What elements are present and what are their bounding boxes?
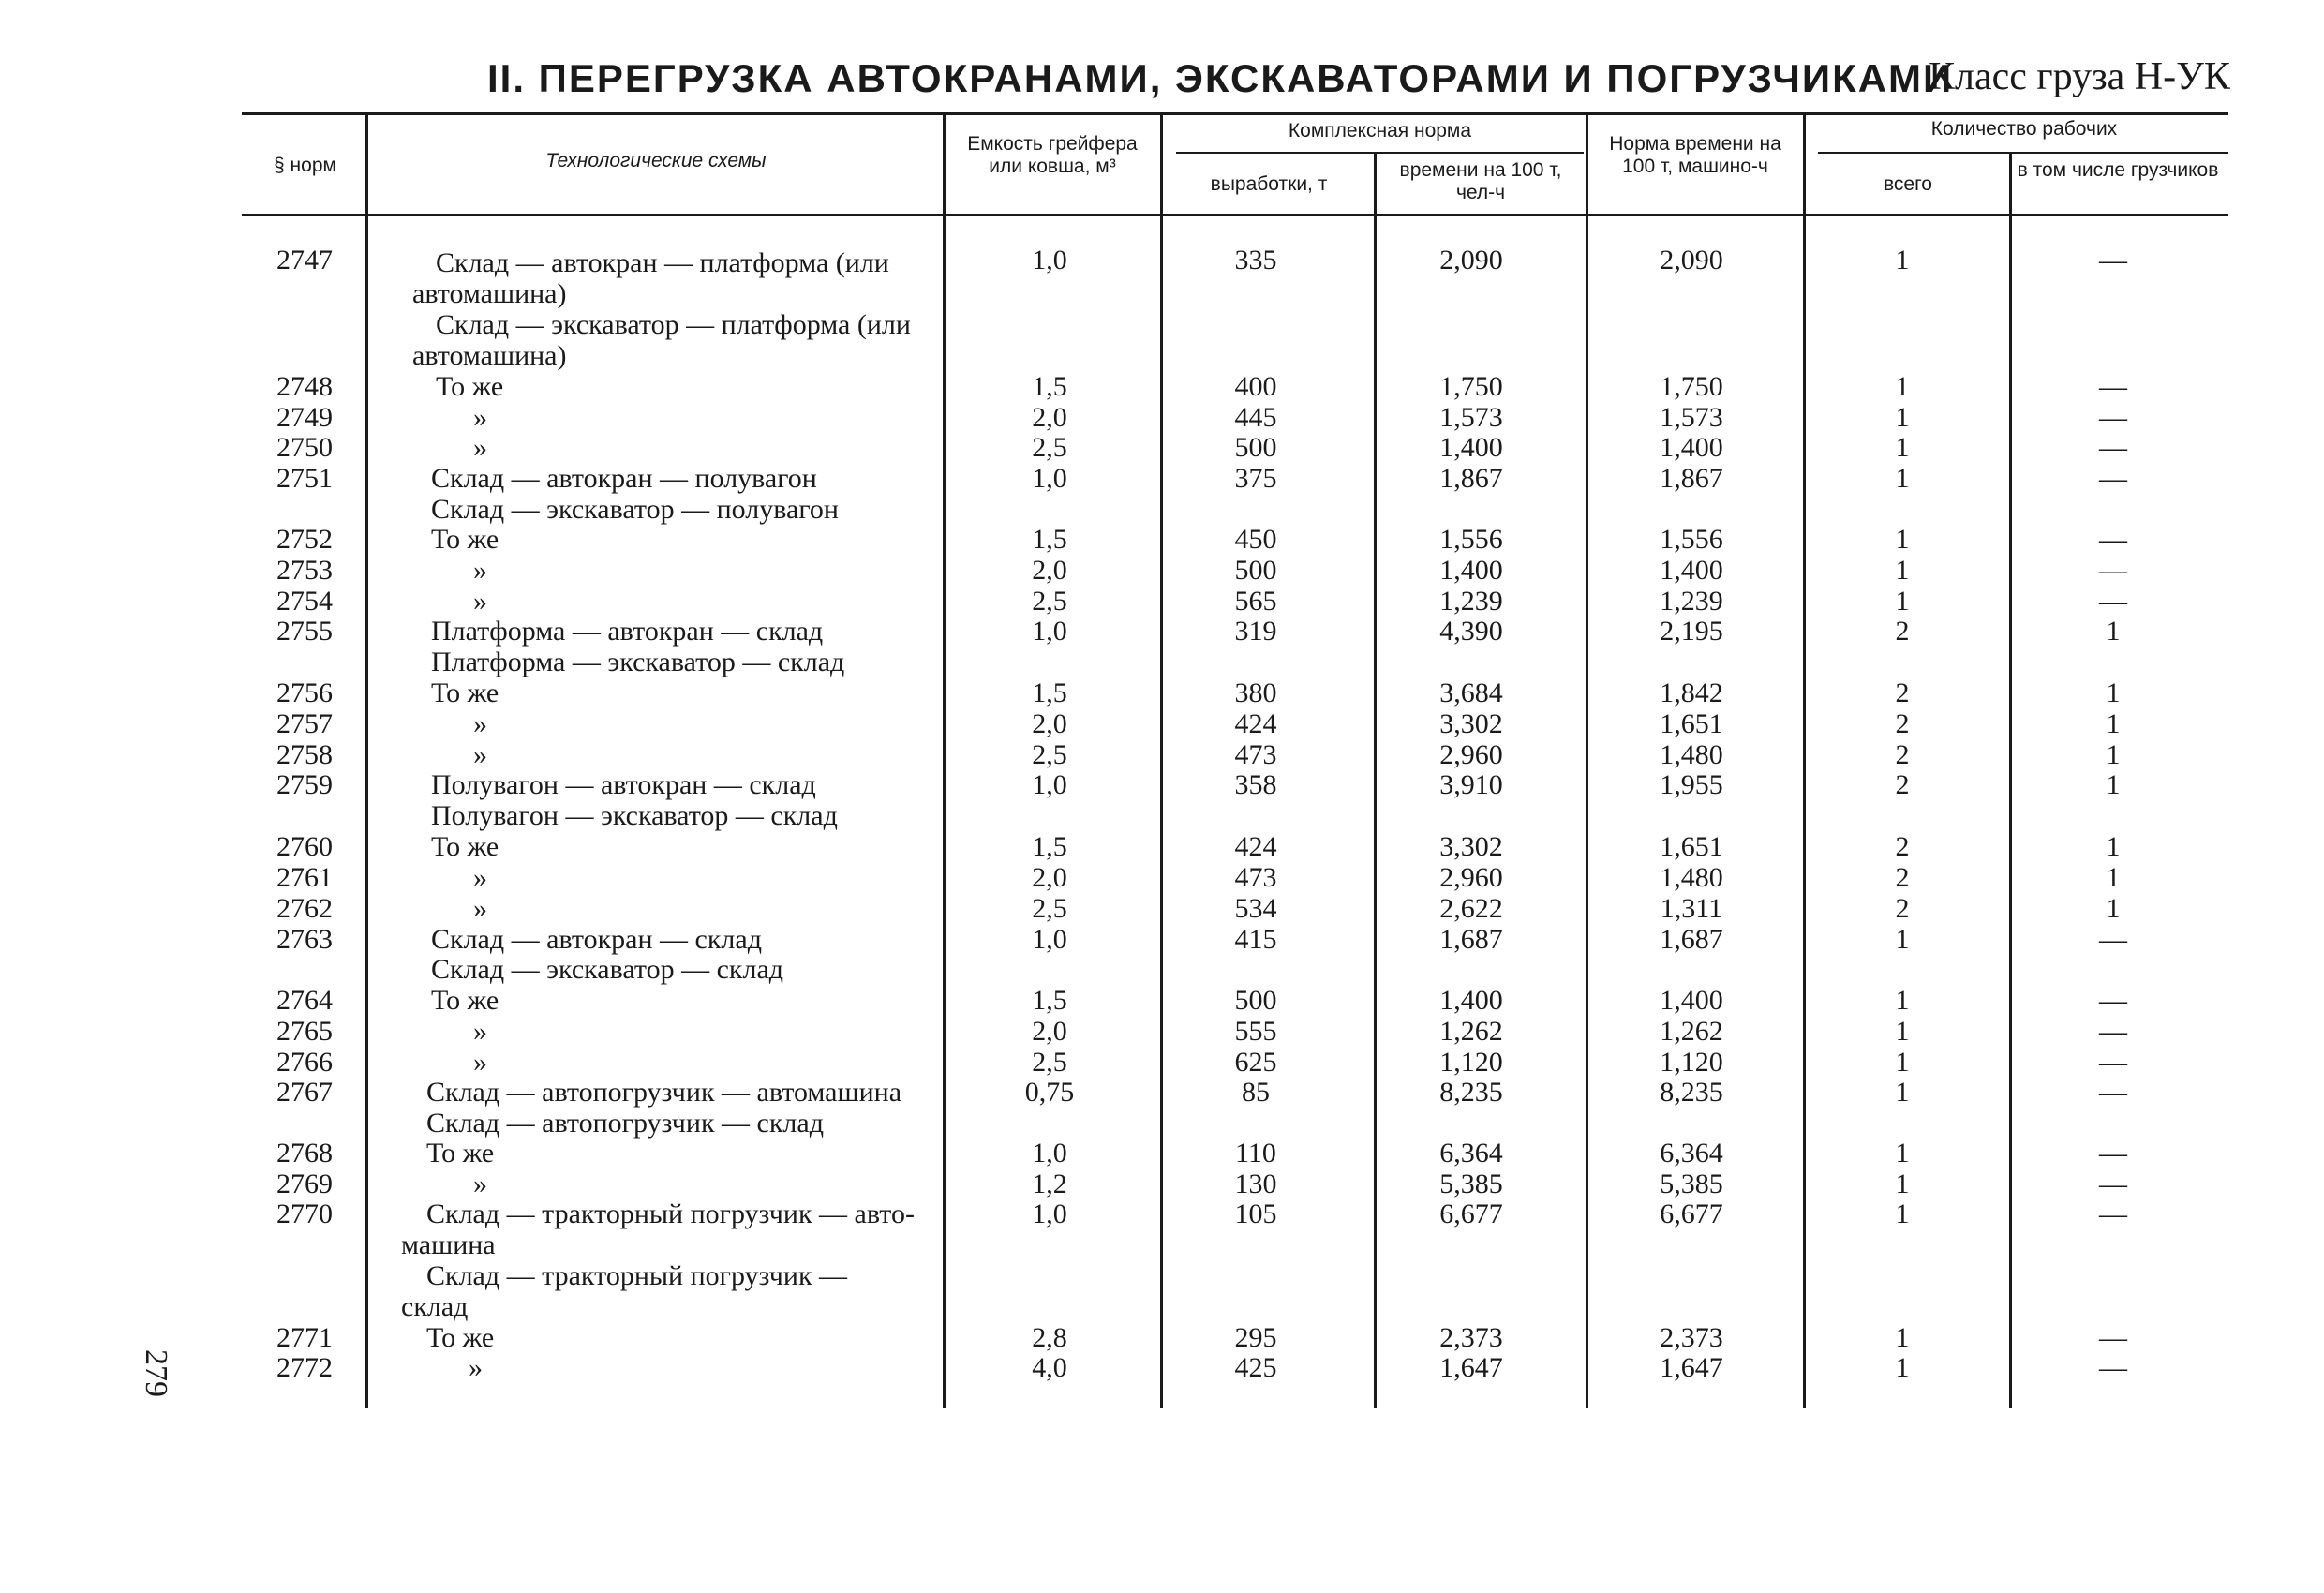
cell-cap: 2,8 — [1032, 1322, 1067, 1353]
cell-time: 1,239 — [1439, 586, 1503, 617]
cell-cap: 2,0 — [1032, 555, 1067, 586]
cell-no: 2755 — [276, 616, 333, 647]
cell-no: 2753 — [276, 555, 333, 586]
cell-cap: 2,0 — [1032, 862, 1067, 893]
cell-mach: 2,373 — [1660, 1322, 1723, 1353]
cell-time: 1,400 — [1439, 555, 1503, 586]
cell-cap: 1,5 — [1032, 831, 1067, 862]
cell-time: 2,622 — [1439, 893, 1503, 924]
table-row — [0, 464, 2324, 494]
scheme-text: Платформа — экскаватор — склад — [431, 647, 845, 677]
cell-prod: 500 — [1234, 432, 1277, 463]
cell-no: 2772 — [276, 1352, 333, 1383]
cell-no: 2767 — [276, 1077, 333, 1108]
cell-loaders: 1 — [2106, 616, 2121, 647]
cell-loaders: — — [2099, 463, 2127, 494]
page-title: II. ПЕРЕГРУЗКА АВТОКРАНАМИ, ЭКСКАВАТОРАМИ И ПОГРУЗЧИКАМИ — [487, 56, 1954, 100]
scheme-text: склад — [401, 1291, 469, 1322]
scheme-text: Склад — автокран — платформа (или — [436, 247, 889, 278]
table-top-rule — [242, 112, 2228, 115]
cell-cap: 4,0 — [1032, 1352, 1067, 1383]
cell-time: 3,684 — [1439, 677, 1503, 708]
cell-mach: 1,842 — [1660, 677, 1723, 708]
cell-cap: 1,2 — [1032, 1169, 1067, 1199]
table-row — [0, 770, 2324, 800]
cell-time: 3,302 — [1439, 708, 1503, 739]
cell-loaders: — — [2099, 1169, 2127, 1199]
cell-cap: 1,0 — [1032, 924, 1067, 955]
table-row — [0, 925, 2324, 955]
cell-time: 1,867 — [1439, 463, 1503, 494]
cell-total: 1 — [1895, 985, 1910, 1016]
scheme-text: » — [473, 739, 487, 770]
cell-no: 2756 — [276, 677, 333, 708]
cell-time: 1,750 — [1439, 371, 1503, 402]
cell-cap: 1,0 — [1032, 463, 1067, 494]
cell-time: 3,302 — [1439, 831, 1503, 862]
cell-prod: 130 — [1234, 1169, 1277, 1199]
cell-time: 1,687 — [1439, 924, 1503, 955]
cell-prod: 110 — [1235, 1138, 1276, 1169]
scheme-text: Склад — автопогрузчик — автомашина — [426, 1077, 902, 1108]
cell-no: 2771 — [276, 1322, 333, 1353]
cell-mach: 1,120 — [1660, 1047, 1723, 1078]
cell-loaders: — — [2099, 1322, 2127, 1353]
cell-prod: 473 — [1234, 739, 1277, 770]
table-row — [0, 1139, 2324, 1169]
scheme-text: Склад — экскаватор — склад — [431, 954, 784, 985]
cargo-class: Класс груза Н-УК — [1929, 55, 2230, 98]
complex-norm-subrule — [1176, 152, 1584, 154]
cell-mach: 1,687 — [1660, 924, 1723, 955]
scheme-text: Склад — автокран — склад — [431, 924, 762, 955]
cell-prod: 380 — [1234, 677, 1277, 708]
scheme-text: Склад — экскаватор — платформа (или — [436, 309, 911, 340]
cell-total: 2 — [1895, 616, 1910, 647]
scheme-text: » — [473, 708, 487, 739]
cell-prod: 473 — [1234, 862, 1277, 893]
table-row — [0, 709, 2324, 739]
table-row — [0, 678, 2324, 708]
cell-mach: 1,262 — [1660, 1016, 1723, 1047]
scheme-text: То же — [426, 1138, 495, 1169]
scheme-text: Склад — автокран — полувагон — [431, 463, 817, 494]
scheme-text: Склад — тракторный погрузчик — авто- — [426, 1198, 915, 1229]
cell-total: 1 — [1895, 245, 1910, 275]
table-row — [0, 1353, 2324, 1383]
cell-mach: 1,480 — [1660, 862, 1723, 893]
cell-loaders: — — [2099, 924, 2127, 955]
scheme-text: То же — [431, 831, 499, 862]
cell-time: 1,573 — [1439, 402, 1503, 433]
cell-time: 2,373 — [1439, 1322, 1503, 1353]
cell-loaders: 1 — [2106, 708, 2121, 739]
cell-prod: 555 — [1234, 1016, 1277, 1047]
cell-cap: 2,5 — [1032, 1047, 1067, 1078]
table-row — [0, 617, 2324, 647]
cell-time: 4,390 — [1439, 616, 1503, 647]
cell-mach: 8,235 — [1660, 1077, 1723, 1108]
cell-no: 2757 — [276, 708, 333, 739]
scheme-text: Полувагон — экскаватор — склад — [431, 800, 838, 831]
scheme-text: машина — [401, 1229, 496, 1260]
cell-time: 6,677 — [1439, 1198, 1503, 1229]
cell-mach: 1,651 — [1660, 708, 1723, 739]
cell-loaders: — — [2099, 432, 2127, 463]
cell-total: 1 — [1895, 555, 1910, 586]
scheme-text: Платформа — автокран — склад — [431, 616, 824, 647]
cell-prod: 450 — [1234, 524, 1277, 555]
cell-prod: 335 — [1234, 245, 1277, 275]
cell-total: 1 — [1895, 1047, 1910, 1078]
cell-prod: 415 — [1234, 924, 1277, 955]
cell-mach: 1,556 — [1660, 524, 1723, 555]
cell-cap: 1,5 — [1032, 677, 1067, 708]
table-row — [0, 403, 2324, 433]
cell-prod: 500 — [1234, 555, 1277, 586]
scheme-text: » — [473, 402, 487, 433]
cell-cap: 2,0 — [1032, 402, 1067, 433]
cell-time: 6,364 — [1439, 1138, 1503, 1169]
cell-no: 2762 — [276, 893, 333, 924]
cell-prod: 105 — [1234, 1198, 1277, 1229]
header-bottom-rule — [242, 214, 2228, 216]
cell-no: 2770 — [276, 1198, 333, 1229]
cell-no: 2764 — [276, 985, 333, 1016]
cell-no: 2768 — [276, 1138, 333, 1169]
cell-no: 2748 — [276, 371, 333, 402]
cell-mach: 1,239 — [1660, 586, 1723, 617]
cell-total: 1 — [1895, 924, 1910, 955]
cell-no: 2754 — [276, 586, 333, 617]
cell-mach: 1,573 — [1660, 402, 1723, 433]
scheme-text: » — [473, 555, 487, 586]
cell-total: 1 — [1895, 1077, 1910, 1108]
cell-loaders: 1 — [2106, 862, 2121, 893]
cell-total: 1 — [1895, 432, 1910, 463]
cell-loaders: — — [2099, 245, 2127, 275]
cell-total: 1 — [1895, 1016, 1910, 1047]
cell-loaders: — — [2099, 586, 2127, 617]
cell-cap: 0,75 — [1024, 1077, 1075, 1108]
scheme-text: То же — [436, 371, 504, 402]
cell-prod: 375 — [1234, 463, 1277, 494]
cell-loaders: — — [2099, 1077, 2127, 1108]
cell-cap: 2,5 — [1032, 739, 1067, 770]
cell-time: 2,090 — [1439, 245, 1503, 275]
scheme-text: » — [469, 1352, 483, 1383]
scheme-text: То же — [426, 1322, 495, 1353]
cell-total: 1 — [1895, 1352, 1910, 1383]
cell-mach: 2,195 — [1660, 616, 1723, 647]
cell-cap: 1,0 — [1032, 1198, 1067, 1229]
cell-prod: 424 — [1234, 831, 1277, 862]
cell-loaders: 1 — [2106, 739, 2121, 770]
scheme-text: Склад — автопогрузчик — склад — [426, 1108, 824, 1139]
header-norm-no: § норм — [274, 155, 336, 176]
table-row — [0, 832, 2324, 862]
cell-loaders: 1 — [2106, 677, 2121, 708]
scheme-text: автомашина) — [412, 278, 567, 309]
cell-no: 2752 — [276, 524, 333, 555]
cell-cap: 1,5 — [1032, 985, 1067, 1016]
cell-loaders: — — [2099, 1016, 2127, 1047]
cell-cap: 2,5 — [1032, 893, 1067, 924]
page-number: 279 — [139, 1349, 173, 1397]
cell-total: 2 — [1895, 831, 1910, 862]
table-row — [0, 1199, 2324, 1229]
header-machine-time: Норма времени на 100 т, машино-ч — [1609, 133, 1781, 177]
cell-cap: 2,5 — [1032, 432, 1067, 463]
scheme-text: То же — [431, 677, 499, 708]
cell-total: 2 — [1895, 769, 1910, 800]
cell-total: 1 — [1895, 1169, 1910, 1199]
table-row — [0, 1048, 2324, 1078]
table-row — [0, 740, 2324, 770]
cell-prod: 319 — [1234, 616, 1277, 647]
cell-cap: 1,0 — [1032, 1138, 1067, 1169]
scheme-text: » — [473, 586, 487, 617]
cell-time: 1,647 — [1439, 1352, 1503, 1383]
cell-loaders: — — [2099, 1198, 2127, 1229]
cell-total: 1 — [1895, 1198, 1910, 1229]
cell-prod: 425 — [1234, 1352, 1277, 1383]
cell-time: 1,556 — [1439, 524, 1503, 555]
cell-total: 2 — [1895, 677, 1910, 708]
cell-prod: 358 — [1234, 769, 1277, 800]
cell-time: 3,910 — [1439, 769, 1503, 800]
header-scheme: Технологические схемы — [545, 150, 767, 171]
cell-no: 2758 — [276, 739, 333, 770]
cell-total: 1 — [1895, 371, 1910, 402]
scheme-text: » — [473, 1047, 487, 1078]
cell-no: 2760 — [276, 831, 333, 862]
scheme-text: Полувагон — автокран — склад — [431, 769, 816, 800]
cell-total: 2 — [1895, 708, 1910, 739]
cell-loaders: — — [2099, 402, 2127, 433]
cell-mach: 1,955 — [1660, 769, 1723, 800]
cell-total: 2 — [1895, 739, 1910, 770]
cell-mach: 5,385 — [1660, 1169, 1723, 1199]
cell-mach: 6,364 — [1660, 1138, 1723, 1169]
cell-no: 2749 — [276, 402, 333, 433]
cell-cap: 1,0 — [1032, 245, 1067, 275]
cell-time: 2,960 — [1439, 739, 1503, 770]
table-row — [0, 556, 2324, 586]
cell-mach: 6,677 — [1660, 1198, 1723, 1229]
cell-no: 2761 — [276, 862, 333, 893]
workers-subrule — [1818, 152, 2228, 154]
cell-mach: 1,400 — [1660, 985, 1723, 1016]
table-row — [0, 587, 2324, 617]
cell-prod: 625 — [1234, 1047, 1277, 1078]
cell-cap: 2,0 — [1032, 1016, 1067, 1047]
cell-cap: 1,5 — [1032, 524, 1067, 555]
cell-no: 2769 — [276, 1169, 333, 1199]
cell-loaders: — — [2099, 1138, 2127, 1169]
cell-time: 1,400 — [1439, 985, 1503, 1016]
cell-total: 1 — [1895, 463, 1910, 494]
cell-no: 2747 — [276, 245, 333, 275]
cell-loaders: — — [2099, 1352, 2127, 1383]
cell-time: 1,262 — [1439, 1016, 1503, 1047]
cell-no: 2766 — [276, 1047, 333, 1078]
cell-prod: 534 — [1234, 893, 1277, 924]
cell-prod: 400 — [1234, 371, 1277, 402]
table-row — [0, 1323, 2324, 1353]
table-row — [0, 986, 2324, 1016]
scheme-text: Склад — тракторный погрузчик — — [426, 1260, 848, 1291]
cell-cap: 2,0 — [1032, 708, 1067, 739]
table-row — [0, 863, 2324, 893]
cell-time: 1,400 — [1439, 432, 1503, 463]
table-row — [0, 1169, 2324, 1199]
cell-total: 1 — [1895, 1322, 1910, 1353]
cell-no: 2750 — [276, 432, 333, 463]
table-row — [0, 1078, 2324, 1108]
table-row — [0, 433, 2324, 463]
scheme-text: автомашина) — [412, 340, 567, 371]
cell-mach: 2,090 — [1660, 245, 1723, 275]
cell-cap: 1,0 — [1032, 616, 1067, 647]
cell-time: 5,385 — [1439, 1169, 1503, 1199]
cell-time: 1,120 — [1439, 1047, 1503, 1078]
cell-total: 1 — [1895, 1138, 1910, 1169]
cell-mach: 1,647 — [1660, 1352, 1723, 1383]
table-row — [0, 372, 2324, 402]
cell-total: 1 — [1895, 402, 1910, 433]
cell-mach: 1,400 — [1660, 432, 1723, 463]
scheme-text: » — [473, 1016, 487, 1047]
cell-mach: 1,400 — [1660, 555, 1723, 586]
table-row — [0, 1017, 2324, 1047]
cell-cap: 2,5 — [1032, 586, 1067, 617]
header-workers-loaders: в том числе грузчиков — [2017, 159, 2219, 181]
cell-prod: 445 — [1234, 402, 1277, 433]
cell-loaders: — — [2099, 1047, 2127, 1078]
cell-mach: 1,480 — [1660, 739, 1723, 770]
header-output: выработки, т — [1210, 173, 1328, 195]
cell-cap: 1,0 — [1032, 769, 1067, 800]
cell-prod: 565 — [1234, 586, 1277, 617]
scheme-text: Склад — экскаватор — полувагон — [431, 494, 839, 525]
cell-no: 2751 — [276, 463, 333, 494]
cell-prod: 85 — [1242, 1077, 1270, 1108]
scheme-text: » — [473, 1169, 487, 1199]
cell-loaders: — — [2099, 371, 2127, 402]
cell-no: 2763 — [276, 924, 333, 955]
scheme-text: » — [473, 893, 487, 924]
header-workers: Количество рабочих — [1930, 118, 2118, 140]
cell-loaders: — — [2099, 555, 2127, 586]
cell-loaders: 1 — [2106, 831, 2121, 862]
cell-total: 1 — [1895, 524, 1910, 555]
cell-no: 2759 — [276, 769, 333, 800]
cell-mach: 1,867 — [1660, 463, 1723, 494]
scheme-text: » — [473, 862, 487, 893]
cell-mach: 1,750 — [1660, 371, 1723, 402]
cell-time: 8,235 — [1439, 1077, 1503, 1108]
cell-total: 2 — [1895, 893, 1910, 924]
cell-prod: 500 — [1234, 985, 1277, 1016]
header-complex-norm: Комплексная норма — [1288, 120, 1472, 141]
cell-mach: 1,311 — [1660, 893, 1723, 924]
cell-loaders: 1 — [2106, 769, 2121, 800]
cell-total: 1 — [1895, 586, 1910, 617]
cell-time: 2,960 — [1439, 862, 1503, 893]
table-row — [0, 525, 2324, 555]
cell-loaders: — — [2099, 524, 2127, 555]
scheme-text: » — [473, 432, 487, 463]
table-row — [0, 894, 2324, 924]
scheme-text: То же — [431, 985, 499, 1016]
header-capacity: Емкость грейфера или ковша, м³ — [967, 133, 1138, 177]
table-row — [0, 246, 2324, 275]
cell-prod: 424 — [1234, 708, 1277, 739]
header-time-per-100t: времени на 100 т, чел-ч — [1399, 159, 1562, 203]
cell-cap: 1,5 — [1032, 371, 1067, 402]
cell-prod: 295 — [1234, 1322, 1277, 1353]
cell-total: 2 — [1895, 862, 1910, 893]
cell-mach: 1,651 — [1660, 831, 1723, 862]
cell-no: 2765 — [276, 1016, 333, 1047]
cell-loaders: 1 — [2106, 893, 2121, 924]
header-workers-total: всего — [1884, 173, 1932, 195]
cell-loaders: — — [2099, 985, 2127, 1016]
scheme-text: То же — [431, 524, 499, 555]
